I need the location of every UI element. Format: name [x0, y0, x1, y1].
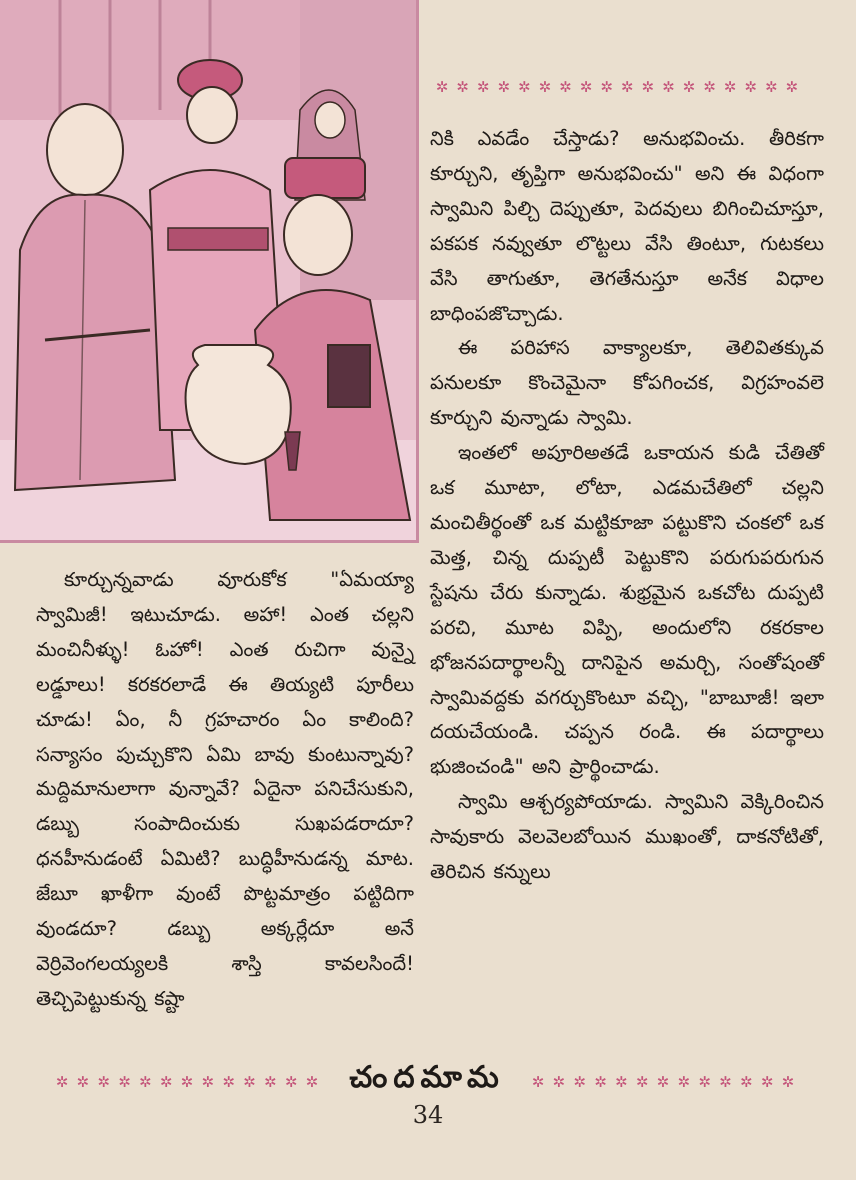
paragraph: ఇంతలో అపూరిఅతడే ఒకాయన కుడి చేతితో ఒక మూటా, లోటా, ఎడమచేతిలో చల్లని మంచితీర్థంతో ఒక మట్టికూజా పట్టుకొని చంకలో ఒక మెత్త, చిన్న దుప్పటీ పెట్టుకొని పరుగుపరుగున స్టేషను చేరు కున్నాడు. శుభ్రమైన ఒకచోట దుప్పటి పరచి, మూట విప్పి, అందులోని రకరకాల భోజనపదార్థాలన్నీ దానిపైన అమర్చి, సంతోషంతో స్వామివద్దకు వగర్చుకొంటూ వచ్చి, "బాబూజీ! ఇలా దయచేయండి. చప్పన రండి. ఈ పదార్థాలు భుజించండి" అని ప్రార్థించాడు.: [430, 441, 824, 779]
top-ornamental-border: ✲ ✲ ✲ ✲ ✲ ✲ ✲ ✲ ✲ ✲ ✲ ✲ ✲ ✲ ✲ ✲ ✲ ✲: [435, 78, 799, 96]
right-text-column: [430, 122, 824, 890]
footer-right-ornament: ✲ ✲ ✲ ✲ ✲ ✲ ✲ ✲ ✲ ✲ ✲ ✲ ✲: [531, 1073, 795, 1091]
paragraph: కూర్చున్నవాడు వూరుకోక "ఏమయ్యా స్వామిజీ! ఇటుచూడు. అహా! ఎంత చల్లని మంచినీళ్ళు! ఓహో! ఎంత రుచిగా వున్నై లడ్డూలు! కరకరలాడే ఈ తియ్యటి పూరీలు చూడు! ఏం, నీ గ్రహచారం ఏం కాలింది? సన్యాసం పుచ్చుకొని ఏమి బావు కుంటున్నావు? మద్దిమానులాగా వున్నావే? ఏదైనా పనిచేసుకుని, డబ్బు సంపాదించుకు సుఖపడరాదూ? ధనహీనుడంటే ఏమిటి? బుద్ధిహీనుడన్న మాట. జేబూ ఖాళీగా వుంటే పొట్టమాత్రం పట్టిదిగా వుండదూ? డబ్బు అక్కర్లేదూ అనే వెర్రివెంగలయ్యలకి శాస్తి కావలసిందే! తెచ్చిపెట్టుకున్న కష్టా: [36, 568, 414, 1010]
illustration-drawing: [0, 0, 416, 540]
story-illustration: [0, 0, 419, 543]
left-text-column: [36, 563, 414, 1017]
paragraph: ఈ పరిహాస వాక్యాలకూ, తెలివితక్కువ పనులకూ కొంచెమైనా కోపగించక, విగ్రహంవలె కూర్చుని వున్నాడు స్వామి.: [430, 336, 824, 430]
page-number: 34: [412, 1101, 444, 1129]
paragraph: నికి ఎవడేం చేస్తాడు? అనుభవించు. తీరికగా కూర్చుని, తృప్తిగా అనుభవించు" అని ఈ విధంగా స్వామిని పిల్చి దెప్పుతూ, పెదవులు బిగించిచూస్తూ, పకపక నవ్వుతూ లొట్టలు వేసి తింటూ, గుటకలు వేసి తాగుతూ, తెగతేనుస్తూ అనేక విధాల బాధింపజొచ్చాడు.: [430, 127, 824, 325]
footer-left-ornament: ✲ ✲ ✲ ✲ ✲ ✲ ✲ ✲ ✲ ✲ ✲ ✲ ✲: [55, 1073, 319, 1091]
paragraph: స్వామి ఆశ్చర్యపోయాడు. స్వామిని వెక్కిరించిన సావుకారు వెలవెలబోయిన ముఖంతో, దాకనోటితో, తెరిచిన కన్నులు: [430, 790, 824, 884]
magazine-name: చందమామ: [349, 1060, 505, 1095]
